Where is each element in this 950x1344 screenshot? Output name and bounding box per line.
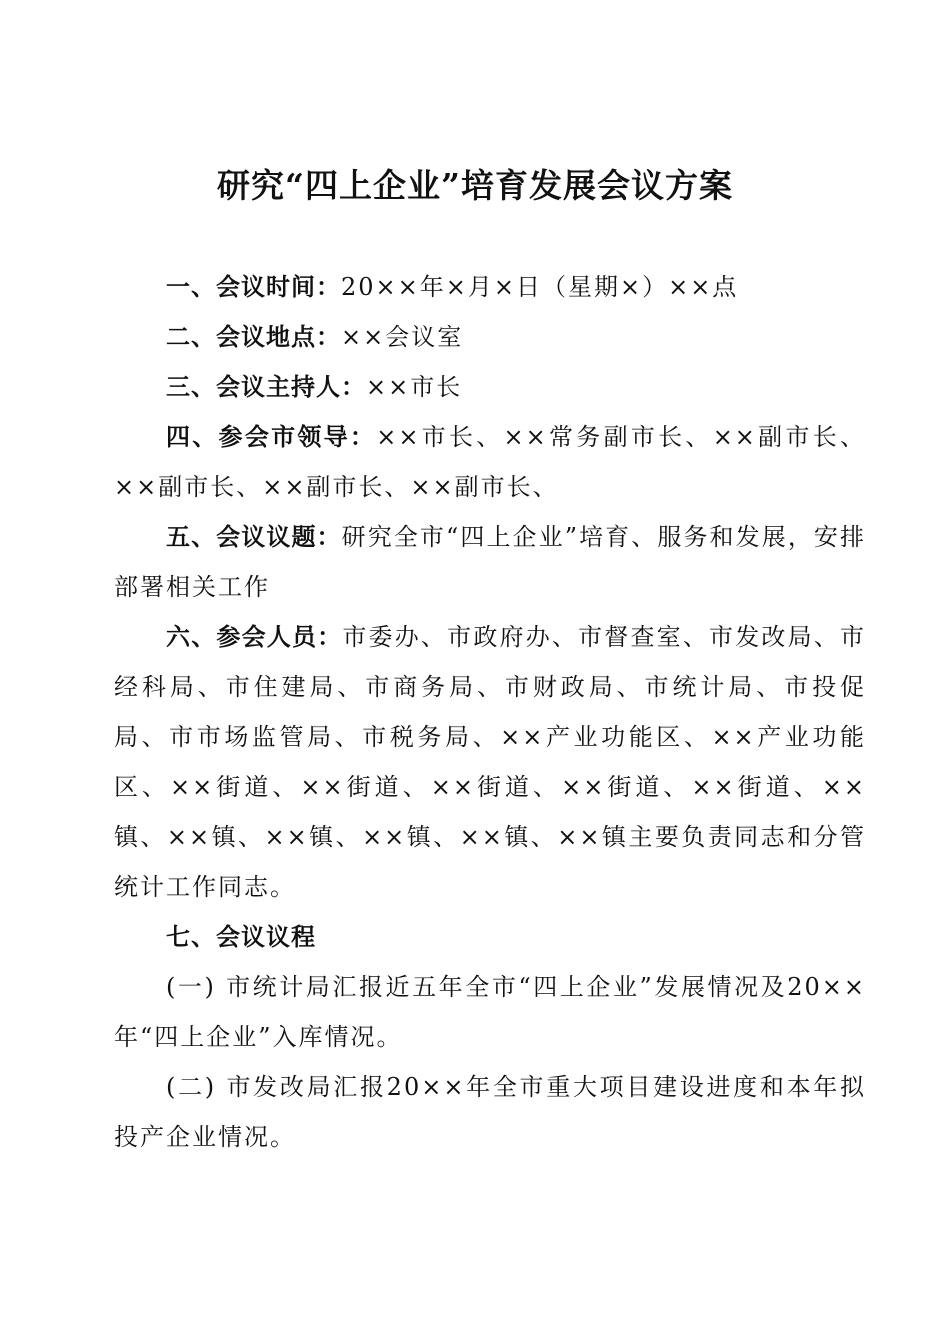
section-text: 研究全市“四上企业”培育、服务和发展，安排部署相关工作 bbox=[114, 523, 866, 601]
section-text: 市委办、市政府办、市督查室、市发改局、市经科局、市住建局、市商务局、市财政局、市统计局、市投促局、市市场监管局、市税务局、××产业功能区、××产业功能区、××街道、××街道、××街道、××街道、××街道、××镇、××镇、××镇、××镇、××镇、××镇主要负责同志和分管统计工作同志。 bbox=[114, 623, 867, 901]
section-text: ××会议室 bbox=[341, 323, 464, 351]
agenda-item-1: (一) 市统计局汇报近五年全市“四上企业”发展情况及20××年“四上企业”入库情况。 bbox=[114, 973, 866, 1051]
section-meeting-topic bbox=[114, 512, 866, 612]
section-city-leaders bbox=[114, 412, 866, 512]
section-meeting-place bbox=[114, 312, 866, 362]
section-text: ××市长 bbox=[366, 373, 463, 401]
section-attendees bbox=[114, 612, 866, 912]
section-label: 六、参会人员： bbox=[166, 623, 343, 651]
section-label: 四、参会市领导： bbox=[166, 423, 377, 451]
section-label: 二、会议地点： bbox=[166, 323, 341, 351]
section-meeting-time bbox=[114, 262, 866, 312]
document-title: 研究“四上企业”培育发展会议方案 bbox=[217, 166, 733, 205]
section-label: 七、会议议程 bbox=[166, 923, 316, 951]
section-label: 一、会议时间： bbox=[166, 273, 341, 301]
section-label: 三、会议主持人： bbox=[166, 373, 366, 401]
document-body bbox=[114, 262, 866, 1162]
agenda-item-2: (二) 市发改局汇报20××年全市重大项目建设进度和本年拟投产企业情况。 bbox=[114, 1073, 866, 1151]
section-label: 五、会议议题： bbox=[166, 523, 342, 551]
section-agenda-heading bbox=[114, 912, 866, 962]
section-meeting-host bbox=[114, 362, 866, 412]
section-text: ××市长、××常务副市长、××副市长、××副市长、××副市长、××副市长、 bbox=[114, 423, 867, 501]
section-text: 20××年×月×日（星期×）××点 bbox=[341, 273, 739, 301]
